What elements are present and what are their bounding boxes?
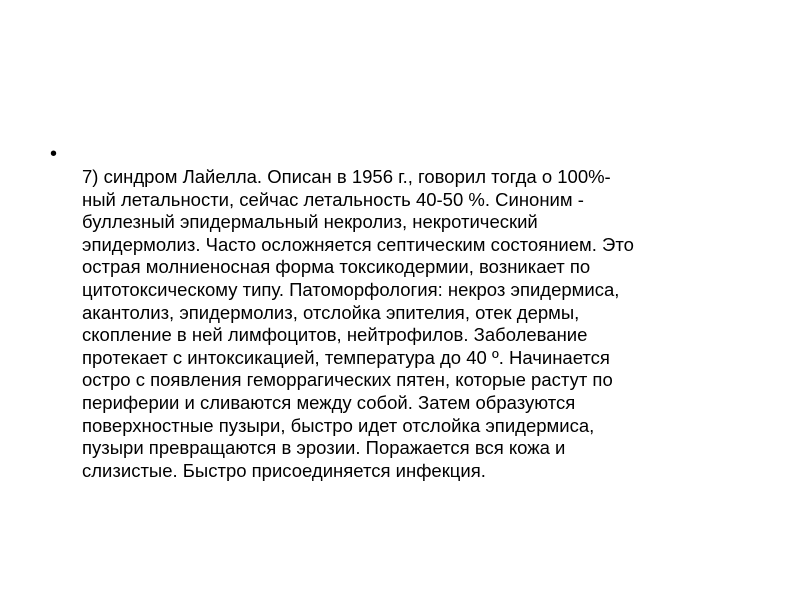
text-line: протекает с интоксикацией, температура до 40 º. Начинается bbox=[82, 346, 610, 368]
text-line: поверхностные пузыри, быстро идет отслойка эпидермиса, bbox=[82, 414, 595, 436]
text-line: остро с появления геморрагических пятен, которые растут по bbox=[82, 369, 613, 391]
text-line: акантолиз, эпидермолиз, отслойка эпителия, отек дермы, bbox=[82, 301, 580, 323]
bullet-marker: • bbox=[50, 143, 58, 165]
text-line: 7) синдром Лайелла. Описан в 1956 г., говорил тогда о 100%- bbox=[82, 166, 611, 187]
body-text bbox=[82, 166, 750, 482]
text-line: периферии и сливаются между собой. Затем образуются bbox=[82, 391, 576, 413]
text-line: буллезный эпидермальный некролиз, некротический bbox=[82, 211, 538, 233]
text-line: эпидермолиз. Часто осложняется септическим состоянием. Это bbox=[82, 233, 634, 255]
text-line: скопление в ней лимфоцитов, нейтрофилов. Заболевание bbox=[82, 324, 588, 346]
text-line: ный летальности, сейчас летальность 40-50 %. Синоним - bbox=[82, 188, 584, 210]
text-line: цитотоксическому типу. Патоморфология: некроз эпидермиса, bbox=[82, 278, 620, 300]
text-line: острая молниеносная форма токсикодермии, возникает по bbox=[82, 256, 591, 278]
text-line: слизистые. Быстро присоединяется инфекция. bbox=[82, 459, 486, 481]
text-line: пузыри превращаются в эрозии. Поражается вся кожа и bbox=[82, 437, 566, 459]
